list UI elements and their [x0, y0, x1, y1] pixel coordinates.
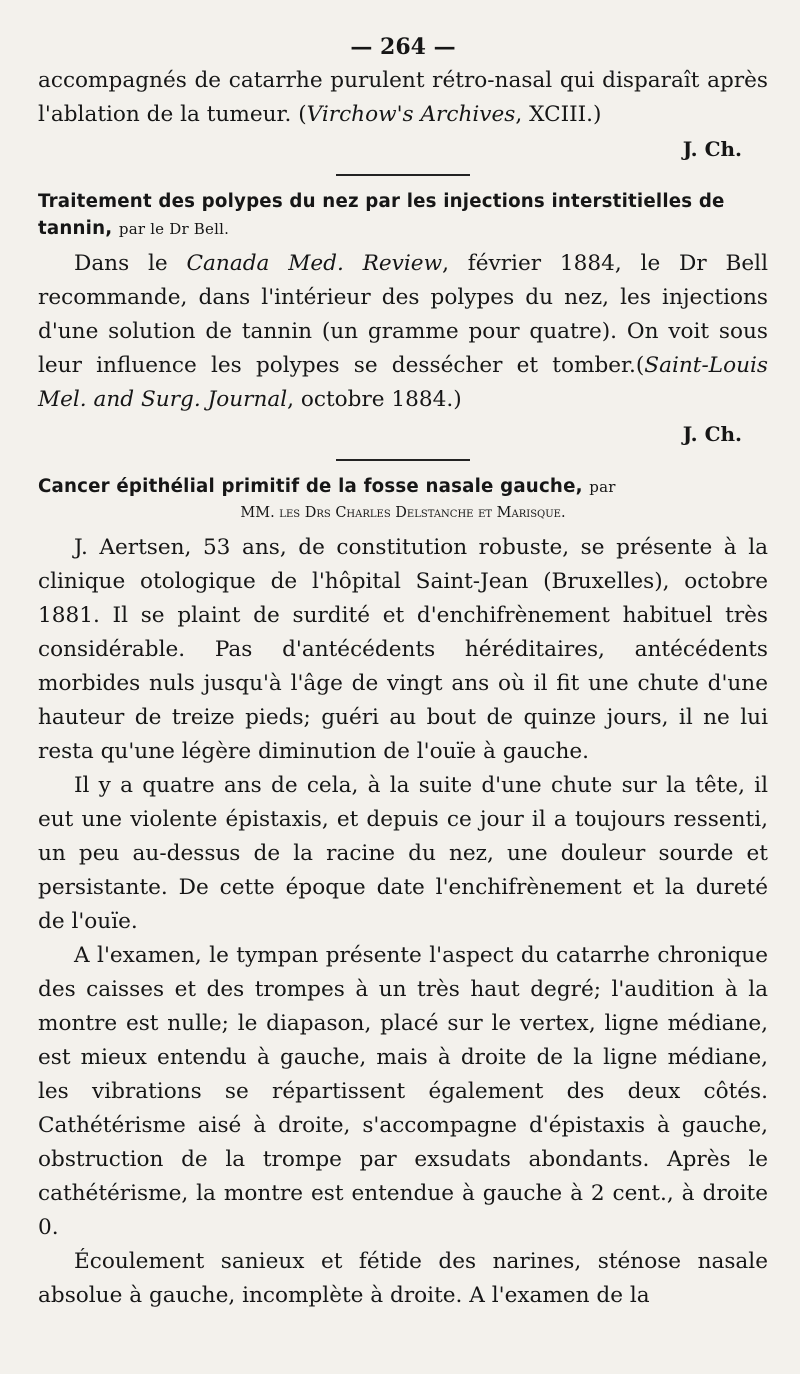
page-number: — 264 —: [350, 34, 456, 60]
section1-text-b: , février 1884, le Dr Bell recommande, dans l'intérieur des polypes du nez, les injections d'une solution de tannin (un gramme pour quatre). On voit sous leur influence les polypes se dessécher et tomber.(: [38, 251, 768, 378]
section1-heading: [38, 188, 768, 243]
section1-journal2: Saint-Louis Mel. and Surg. Journal: [38, 353, 768, 412]
section2-paragraph-1: J. Aertsen, 53 ans, de constitution robuste, se présente à la clinique otologique de l'hôpital Saint-Jean (Bruxelles), octobre 1881. Il se plaint de surdité et d'enchifrènement habituel très considérable. Pas d'antécédents héréditaires, antécédents morbides nuls jusqu'à l'âge de vingt ans où il fit une chute d'une hauteur de treize pieds; guéri au bout de quinze jours, il ne lui resta qu'une légère diminution de l'ouïe à gauche.: [38, 535, 768, 764]
section-divider-2: [336, 459, 470, 461]
section2-heading: [38, 473, 768, 501]
section1-signature: J. Ch.: [682, 422, 742, 446]
intro-text: accompagnés de catarrhe purulent rétro-nasal qui disparaît après l'ablation de la tumeur. (: [38, 68, 768, 127]
section2-paragraph-3: A l'examen, le tympan présente l'aspect du catarrhe chronique des caisses et des trompes à un très haut degré; l'audition à la montre est nulle; le diapason, placé sur le vertex, ligne médiane, est mieux entendu à gauche, mais à droite de la ligne médiane, les vibrations se répartissent également des deux côtés. Cathétérisme aisé à droite, s'accompagne d'épistaxis à gauche, obstruction de la trompe par exsudats abondants. Après le cathétérisme, la montre est entendue à gauche à 2 cent., à droite 0.: [38, 943, 768, 1240]
section1-byline: par le Dr Bell.: [118, 220, 230, 238]
intro-text-end: , XCIII.): [515, 102, 602, 127]
section-divider: [336, 174, 470, 176]
section1-text-a: Dans le: [74, 251, 187, 276]
section2-paragraph-2: Il y a quatre ans de cela, à la suite d'une chute sur la tête, il eut une violente épistaxis, et depuis ce jour il a toujours ressenti, un peu au-dessus de la racine du nez, une douleur sourde et persistante. De cette époque date l'enchifrènement et la dureté de l'ouïe.: [38, 773, 768, 934]
section1-paragraph: [38, 247, 768, 417]
section2-title: Cancer épithélial primitif de la fosse nasale gauche,: [38, 476, 583, 497]
intro-source: Virchow's Archives: [306, 102, 516, 127]
section2-byline: par: [589, 478, 616, 496]
section1-journal1: Canada Med. Review: [186, 251, 443, 276]
section1-text-c: , octobre 1884.): [287, 387, 462, 412]
document-page: [38, 30, 768, 1313]
section1-title: Traitement des polypes du nez par les injections interstitielles de tannin,: [38, 191, 725, 239]
intro-paragraph: [38, 64, 768, 132]
section2-paragraph-4: Écoulement sanieux et fétide des narines, sténose nasale absolue à gauche, incomplète à droite. A l'examen de la: [38, 1249, 768, 1308]
section2-authors: MM. les Drs Charles Delstanche et Marisque.: [240, 505, 566, 521]
intro-signature: J. Ch.: [682, 137, 742, 161]
